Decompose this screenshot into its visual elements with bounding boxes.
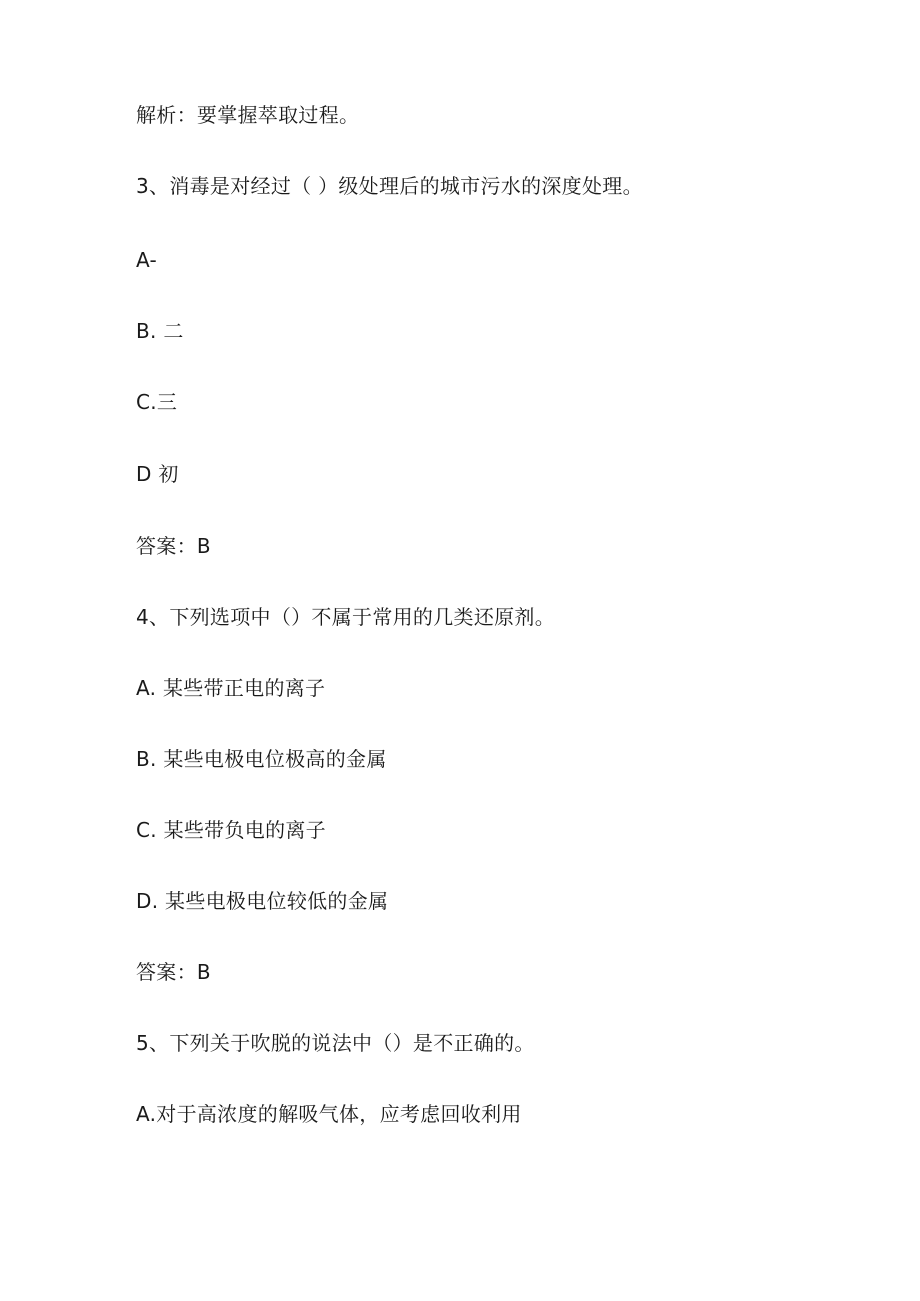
question-3-answer: 答案：B — [136, 534, 211, 558]
question-4-option-a: A. 某些带正电的离子 — [136, 676, 326, 700]
question-5-text: 5、下列关于吹脱的说法中（）是不正确的。 — [136, 1031, 535, 1055]
question-5-option-a: A.对于高浓度的解吸气体，应考虑回收利用 — [136, 1102, 522, 1126]
question-4-option-b: B. 某些电极电位极高的金属 — [136, 747, 387, 771]
question-3-option-c: C.三 — [136, 390, 178, 414]
question-3-text: 3、消毒是对经过（ ）级处理后的城市污水的深度处理。 — [136, 174, 643, 198]
question-3-option-b: B. 二 — [136, 319, 184, 343]
question-4-answer: 答案：B — [136, 960, 211, 984]
question-4-text: 4、下列选项中（）不属于常用的几类还原剂。 — [136, 605, 556, 629]
question-4-option-d: D. 某些电极电位较低的金属 — [136, 889, 389, 913]
question-4-option-c: C. 某些带负电的离子 — [136, 818, 326, 842]
analysis-text: 解析：要掌握萃取过程。 — [136, 103, 360, 127]
question-3-option-d: D 初 — [136, 462, 179, 486]
question-3-option-a: A- — [136, 248, 158, 272]
